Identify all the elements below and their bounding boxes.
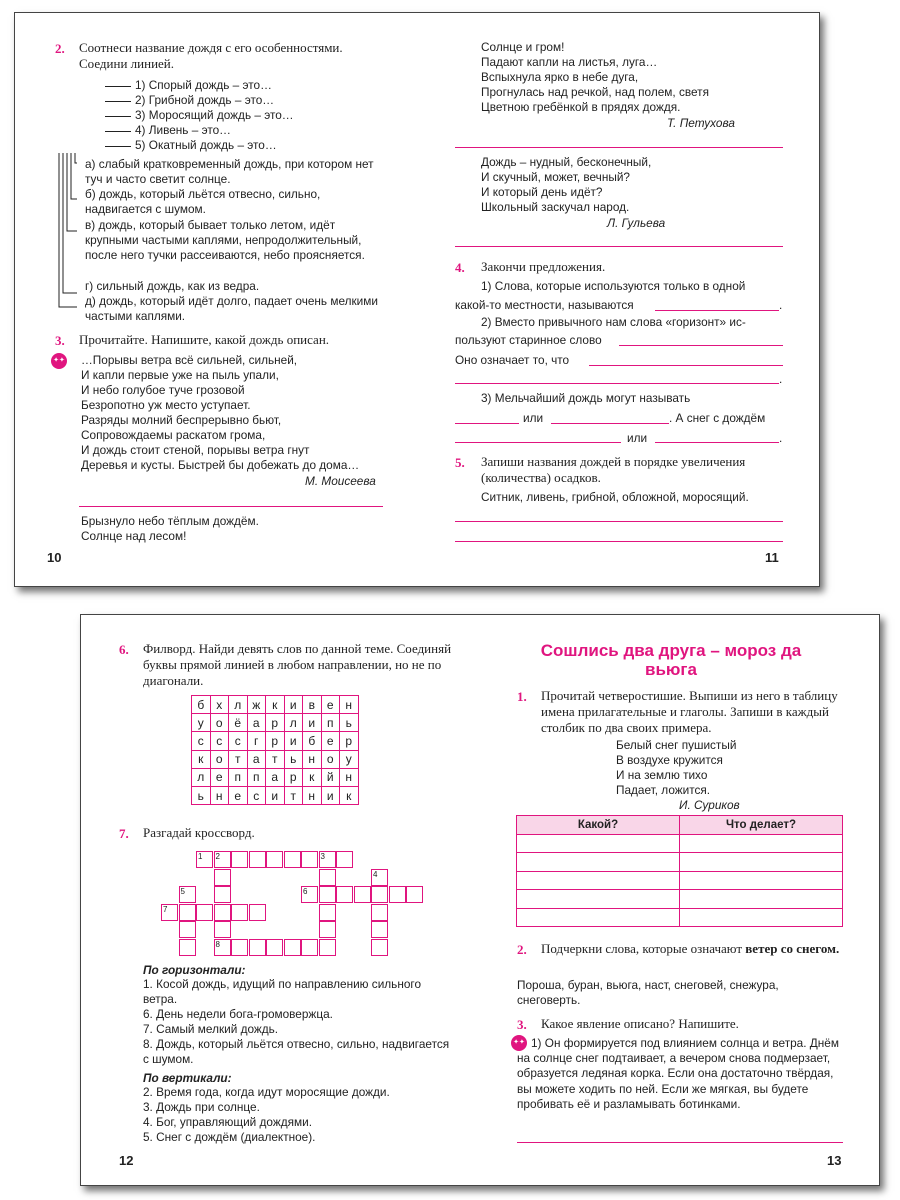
down-clue: 3. Дождь при солнце. [143,1100,260,1114]
answer-line[interactable] [455,442,621,443]
crossword-cell[interactable] [319,886,336,903]
crossword-cell[interactable] [266,851,283,868]
rain-item: 4) Ливень – это… [135,123,231,137]
crossword-cell[interactable] [214,904,231,921]
task-7-number: 7. [119,826,129,841]
grid-cell[interactable]: о [210,750,229,768]
crossword-cell[interactable] [266,939,283,956]
poem-line: Брызнуло небо тёплым дождём. [81,514,259,528]
grid-cell[interactable]: к [303,768,322,786]
grid-cell[interactable]: ь [192,786,211,804]
grid-cell[interactable]: т [266,750,285,768]
grid-cell[interactable]: й [321,768,340,786]
task-3-body: 1) Он формируется под влиянием солнца и ветра. Днём на солнце снег подтаивает, а вечером снова подмерзает, образуется ледяная корка. Если она достаточно твёрдая, вы можете ходить по ней. Если же мягкая, вы будете пробивать её и разламывать ботинками. [517,1036,839,1111]
poem-line: Безропотно уж место уступает. [81,398,251,412]
grid-cell[interactable]: у [340,750,359,768]
poem-line: Деревья и кусты. Быстрей бы добежать до дома… [81,458,360,472]
poem-line: Разряды молний беспрерывно бьют, [81,413,282,427]
task-1-text: Прочитай четверостишие. Выпиши из него в таблицу имена прилагательные и глаголы. Запиши в каждый столбик по два своих примера. [541,688,838,735]
crossword-cell[interactable] [214,886,231,903]
crossword-cell[interactable] [371,886,388,903]
table-cell[interactable] [517,890,680,909]
grid-cell[interactable]: а [247,750,266,768]
grid-cell[interactable]: с [229,732,248,750]
grid-cell[interactable]: и [284,732,303,750]
answer-line[interactable] [589,365,783,366]
grid-cell[interactable]: е [229,786,248,804]
grid-cell[interactable]: е [321,696,340,714]
crossword-cell[interactable] [196,904,213,921]
crossword-number: 6 [303,887,308,896]
grid-cell[interactable]: а [266,768,285,786]
poem-line: Дождь – нудный, бесконечный, [481,155,652,169]
crossword-cell[interactable] [249,851,266,868]
crossword-cell[interactable] [319,904,336,921]
sentence-2b: пользуют старинное слово [455,333,602,347]
grid-cell[interactable]: к [266,696,285,714]
grid-cell[interactable]: н [210,786,229,804]
task-3-text: Какое явление описано? Напишите. [541,1016,739,1031]
grid-cell[interactable]: р [340,732,359,750]
col-header: Какой? [517,816,680,835]
poem-line: Белый снег пушистый [616,738,737,752]
words-table[interactable] [516,815,843,927]
definition-g: г) сильный дождь, как из ведра. [85,279,260,293]
grid-cell[interactable]: б [192,696,211,714]
crossword-cell[interactable] [371,939,388,956]
grid-cell[interactable]: и [321,786,340,804]
period: . [779,298,783,312]
crossword-cell[interactable] [336,851,353,868]
across-clue: 7. Самый мелкий дождь. [143,1022,279,1036]
task-5-number: 5. [455,455,465,470]
task-6-number: 6. [119,642,129,657]
grid-cell[interactable]: с [192,732,211,750]
poem-line: Падают капли на листья, луга… [481,55,658,69]
crossword-cell[interactable] [231,851,248,868]
grid-cell[interactable]: л [229,696,248,714]
sentence-1a: 1) Слова, которые используются только в одной [481,279,746,293]
poem-line: И на землю тихо [616,768,708,782]
crossword-cell[interactable] [319,869,336,886]
grid-cell[interactable]: н [303,750,322,768]
poem-line: И скучный, может, вечный? [481,170,630,184]
star-icon: ✦✦ [51,353,67,369]
poem-line: Школьный заскучал народ. [481,200,630,214]
crossword-cell[interactable] [301,939,318,956]
answer-line[interactable] [455,383,779,384]
grid-cell[interactable]: ь [340,714,359,732]
grid-cell[interactable]: с [210,732,229,750]
definition-a: а) слабый кратковременный дождь, при котором нет туч и часто светит солнце. [85,157,374,187]
definition-v: в) дождь, который бывает только летом, идёт крупными частыми каплями, непродолжительный, после него тучки рассеиваются, небо проясняется. [85,218,365,263]
task-6-text: Филворд. Найди девять слов по данной теме. Соединяй буквы прямой линией в любом направлении, но не по диагонали. [143,641,452,688]
task-4-text: Закончи предложения. [481,259,606,274]
period: . [779,372,783,386]
or-word: или [523,411,544,425]
crossword-number: 1 [198,852,203,861]
grid-cell[interactable]: р [266,732,285,750]
sentence-2a: 2) Вместо привычного нам слова «горизонт» ис- [481,315,746,329]
grid-cell[interactable]: к [192,750,211,768]
poem-line: …Порывы ветра всё сильней, сильней, [81,353,298,367]
crossword-cell[interactable] [179,904,196,921]
answer-line[interactable] [655,442,779,443]
table-cell[interactable] [680,908,843,927]
task-2-text: Подчеркни слова, которые означают ветер со снегом. [541,941,840,956]
grid-cell[interactable]: т [229,750,248,768]
task-5-words: Ситник, ливень, грибной, обложной, моросящий. [481,490,749,504]
grid-cell[interactable]: н [303,786,322,804]
sentence-1b: какой-то местности, называются [455,298,634,312]
definition-b: б) дождь, который льётся отвесно, сильно, надвигается с шумом. [85,187,321,217]
rain-item: 2) Грибной дождь – это… [135,93,275,107]
answer-line[interactable] [455,541,783,542]
table-cell[interactable] [517,834,680,853]
poem-author: Л. Гульева [607,216,666,230]
crossword-cell[interactable] [249,904,266,921]
poem-line: И дождь стоит стеной, порывы ветра гнут [81,443,310,457]
grid-cell[interactable]: р [284,768,303,786]
down-clue: 5. Снег с дождём (диалектное). [143,1130,316,1144]
grid-cell[interactable]: н [340,696,359,714]
page-number: 13 [827,1153,842,1168]
task-5-text: Запиши названия дождей в порядке увеличения (количества) осадков. [481,454,746,485]
crossword[interactable] [81,615,481,965]
crossword-number: 2 [215,852,220,861]
crossword-number: 3 [320,852,325,861]
grid-cell[interactable]: и [266,786,285,804]
grid-cell[interactable]: е [210,768,229,786]
spread-pages-10-11 [14,12,820,587]
poem-line: Падает, ложится. [616,783,711,797]
sentence-3a: 3) Мельчайший дождь могут называть [481,391,691,405]
answer-line[interactable] [655,310,779,311]
down-clue: 2. Время года, когда идут моросящие дожди. [143,1085,390,1099]
grid-cell[interactable]: л [192,768,211,786]
crossword-cell[interactable] [301,851,318,868]
grid-cell[interactable]: к [340,786,359,804]
table-cell[interactable] [517,908,680,927]
crossword-cell[interactable] [214,869,231,886]
answer-line[interactable] [455,521,783,522]
table-cell[interactable] [680,853,843,872]
task-2-words: Пороша, буран, вьюга, наст, снеговей, снежура, снеговерть. [517,978,779,1008]
crossword-cell[interactable] [371,904,388,921]
poem-line: Солнце и гром! [481,40,565,54]
crossword-cell[interactable] [319,921,336,938]
star-icon: ✦✦ [511,1035,527,1051]
answer-line[interactable] [455,147,783,148]
page-number: 12 [119,1153,134,1168]
poem-author: М. Моисеева [305,474,376,488]
crossword-number: 8 [215,939,220,949]
crossword-cell[interactable] [214,921,231,938]
task-2-number: 2. [517,942,527,957]
poem-line: Вспыхнула ярко в небе дуга, [481,70,639,84]
grid-cell[interactable]: п [321,714,340,732]
sentence-2c: Оно означает то, что [455,353,570,367]
crossword-cell[interactable] [371,921,388,938]
grid-cell[interactable]: х [210,696,229,714]
table-cell[interactable] [680,871,843,890]
grid-cell[interactable]: л [284,714,303,732]
across-clue: 8. Дождь, который льётся отвесно, сильно, надвигается с шумом. [143,1037,450,1067]
grid-cell[interactable]: е [321,732,340,750]
rain-item: 5) Окатный дождь – это… [135,138,277,152]
crossword-number: 5 [180,887,185,896]
table-cell[interactable] [680,890,843,909]
grid-cell[interactable]: г [247,732,266,750]
bracket-lines [55,153,85,313]
crossword-number: 7 [163,904,168,914]
task-3-number: 3. [55,333,65,348]
grid-cell[interactable]: с [247,786,266,804]
answer-line[interactable] [517,1142,843,1143]
grid-cell[interactable]: ь [284,750,303,768]
or-word: или [627,431,648,445]
crossword-number: 4 [373,869,378,879]
crossword-cell[interactable] [336,886,353,903]
sentence-3b: . А снег с дождём [669,411,766,425]
task-4-number: 4. [455,260,465,275]
grid-cell[interactable]: и [303,714,322,732]
crossword-cell[interactable] [179,921,196,938]
poem-line: И который день идёт? [481,185,603,199]
crossword-cell[interactable] [179,939,196,956]
poem-line: Прогнулась над речкой, над полем, светя [481,85,709,99]
rain-item: 3) Моросящий дождь – это… [135,108,294,122]
down-clue: 4. Бог, управляющий дождями. [143,1115,312,1129]
crossword-cell[interactable] [284,939,301,956]
down-title: По вертикали: [143,1071,232,1085]
page-number: 10 [47,550,62,565]
answer-line[interactable] [619,345,783,346]
col-header: Что делает? [680,816,843,835]
task-3-number: 3. [517,1017,527,1032]
rain-item: 1) Спорый дождь – это… [135,78,272,92]
spread-pages-12-13 [80,614,880,1186]
poem-line: Сопровождаемы раскатом грома, [81,428,266,442]
poem-author: Т. Петухова [667,116,735,130]
crossword-cell[interactable] [284,851,301,868]
grid-cell[interactable]: ж [247,696,266,714]
definition-d: д) дождь, который идёт долго, падает очень мелкими частыми каплями. [85,294,378,324]
poem-author: И. Суриков [679,798,740,812]
grid-cell[interactable]: у [192,714,211,732]
grid-cell[interactable]: в [303,696,322,714]
poem-line: И небо голубое туче грозовой [81,383,245,397]
grid-cell[interactable]: о [321,750,340,768]
answer-line[interactable] [455,423,519,424]
crossword-cell[interactable] [231,904,248,921]
task-2-number: 2. [55,41,65,56]
grid-cell[interactable]: п [247,768,266,786]
poem-line: И капли первые уже на пыль упали, [81,368,279,382]
across-title: По горизонтали: [143,963,246,977]
poem-line: Солнце над лесом! [81,529,187,543]
crossword-cell[interactable] [249,939,266,956]
poem-line: В воздухе кружится [616,753,723,767]
period: . [779,431,783,445]
grid-cell[interactable]: а [247,714,266,732]
answer-line[interactable] [79,506,383,507]
answer-line[interactable] [551,423,669,424]
table-cell[interactable] [517,853,680,872]
crossword-cell[interactable] [319,939,336,956]
poem-line: Цветною гребёнкой в прядях дождя. [481,100,681,114]
task-2-text: Соотнеси название дождя с его особенностями. Соедини линией. [79,40,343,71]
across-clue: 6. День недели бога-громовержца. [143,1007,333,1021]
table-cell[interactable] [680,834,843,853]
grid-cell[interactable]: т [284,786,303,804]
crossword-cell[interactable] [231,939,248,956]
crossword-cell[interactable] [354,886,371,903]
task-1-number: 1. [517,689,527,704]
page-number: 11 [765,550,779,565]
grid-cell[interactable]: б [303,732,322,750]
across-clue: 1. Косой дождь, идущий по направлению сильного ветра. [143,977,422,1007]
section-title: Сошлись два друга – мороз да вьюга [540,641,802,679]
grid-cell[interactable]: р [266,714,285,732]
grid-cell[interactable]: ё [229,714,248,732]
task-3-text: Прочитайте. Напишите, какой дождь описан. [79,332,330,347]
grid-cell[interactable]: о [210,714,229,732]
answer-line[interactable] [455,246,783,247]
task-7-text: Разгадай кроссворд. [143,825,255,840]
grid-cell[interactable]: н [340,768,359,786]
table-cell[interactable] [517,871,680,890]
grid-cell[interactable]: п [229,768,248,786]
crossword-cell[interactable] [406,886,423,903]
crossword-cell[interactable] [389,886,406,903]
grid-cell[interactable]: и [284,696,303,714]
